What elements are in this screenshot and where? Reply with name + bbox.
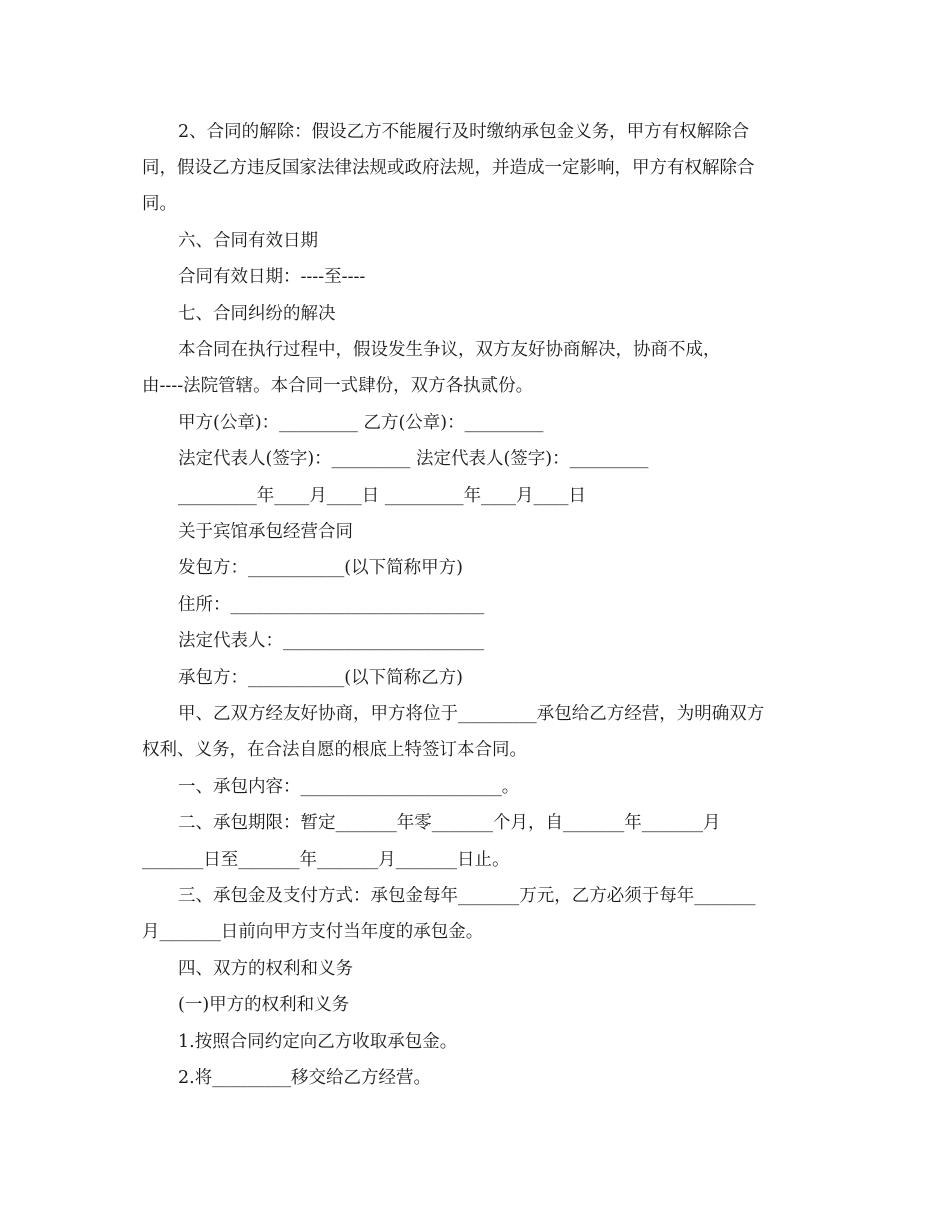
clause-termination-line-2: 同，假设乙方违反国家法律法规或政府法规，并造成一定影响，甲方有权解除合 (142, 158, 755, 178)
payment-line-2: 月_______日前向甲方支付当年度的承包金。 (142, 922, 484, 942)
validity-period-line: 合同有效日期：----至---- (178, 267, 366, 287)
legal-representative-signature-line: 法定代表人(签字)：_________ 法定代表人(签字)：_________ (178, 449, 649, 469)
contract-term-line-1: 二、承包期限：暂定_______年零_______个月，自_______年_______月 (178, 813, 721, 833)
preamble-line-2: 权利、义务，在合法自愿的根底上特签订本合同。 (142, 740, 527, 760)
legal-representative-line: 法定代表人：_______________________ (178, 631, 485, 651)
party-a-line: 发包方：___________(以下简称甲方) (178, 558, 463, 578)
section-heading-validity: 六、合同有效日期 (178, 231, 318, 251)
party-a-duty-2: 2.将_________移交给乙方经营。 (178, 1068, 431, 1088)
preamble-line-1: 甲、乙双方经友好协商，甲方将位于_________承包给乙方经营，为明确双方 (178, 704, 765, 724)
contract-content-line: 一、承包内容：_______________________。 (178, 777, 520, 797)
party-b-line: 承包方：___________(以下简称乙方) (178, 668, 463, 688)
dispute-paragraph-line-1: 本合同在执行过程中，假设发生争议，双方友好协商解决，协商不成， (178, 340, 721, 360)
party-a-duty-1: 1.按照合同约定向乙方收取承包金。 (178, 1032, 458, 1052)
address-line: 住所：_____________________________ (178, 595, 485, 615)
signature-date-line: _________年____月____日 _________年____月____日 (178, 486, 587, 506)
payment-line-1: 三、承包金及支付方式：承包金每年_______万元，乙方必须于每年_______ (178, 886, 756, 906)
section-heading-dispute: 七、合同纠纷的解决 (178, 304, 336, 324)
section-heading-rights: 四、双方的权利和义务 (178, 959, 353, 979)
contract-term-line-2: _______日至_______年_______月_______日止。 (142, 850, 510, 870)
seal-signature-line: 甲方(公章)：_________ 乙方(公章)：_________ (178, 413, 544, 433)
contract-title: 关于宾馆承包经营合同 (178, 522, 353, 542)
dispute-paragraph-line-2: 由----法院管辖。本合同一式肆份，双方各执贰份。 (142, 376, 534, 396)
clause-termination-line-1: 2、合同的解除：假设乙方不能履行及时缴纳承包金义务，甲方有权解除合 (178, 122, 750, 142)
subsection-heading-party-a: (一)甲方的权利和义务 (178, 995, 350, 1015)
clause-termination-line-3: 同。 (142, 194, 177, 214)
